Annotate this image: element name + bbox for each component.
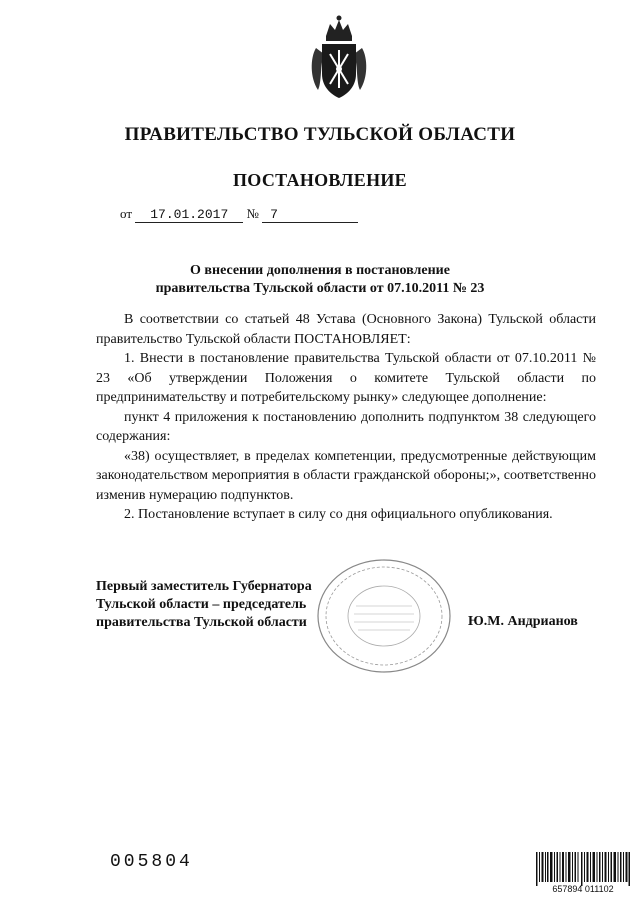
signatory-name: Ю.М. Андрианов [468,614,578,629]
subject-line-1: О внесении дополнения в постановление [190,263,450,278]
signature-block [96,578,312,632]
number-label: № [246,206,259,221]
body-paragraph-4: «38) осуществляет, в пределах компетенции, предусмотренные действующим законодательством мероприятия в области гражданской обороны;», соответственно изменив нумерацию подпунктов. [96,448,596,503]
subject-line-2: правительства Тульской области от 07.10.2011 № 23 [155,281,485,296]
body-paragraph-5: 2. Постановление вступает в силу со дня официального опубликования. [124,507,553,522]
date-label: от [120,206,133,221]
official-stamp [314,556,454,676]
document-subject [0,262,640,298]
barcode-number: 657894 011102 [552,884,614,894]
document-type-title: ПОСТАНОВЛЕНИЕ [233,170,407,190]
body-paragraph-2: 1. Внести в постановление правительства Тульской области от 07.10.2011 № 23 «Об утверждении Положения о комитете Тульской области по предпринимательству и потребительскому рынку» следующее дополнение: [96,351,596,405]
document-serial-number: 005804 [110,852,193,872]
barcode [536,852,630,886]
signature-position-line-3: правительства Тульской области [96,615,307,630]
organization-title: ПРАВИТЕЛЬСТВО ТУЛЬСКОЙ ОБЛАСТИ [124,124,516,145]
coat-of-arms-emblem [308,14,370,102]
body-paragraph-3: пункт 4 приложения к постановлению дополнить подпунктом 38 следующего содержания: [96,409,596,444]
number-value: 7 [262,208,358,223]
body-paragraph-1: В соответствии со статьей 48 Устава (Основного Закона) Тульской области правительство Тульской области ПОСТАНОВЛЯЕТ: [96,312,596,347]
document-meta [120,206,358,223]
signature-position-line-1: Первый заместитель Губернатора [96,579,312,594]
signature-position-line-2: Тульской области – председатель [96,597,307,612]
date-value: 17.01.2017 [135,208,243,223]
document-body [96,310,596,525]
